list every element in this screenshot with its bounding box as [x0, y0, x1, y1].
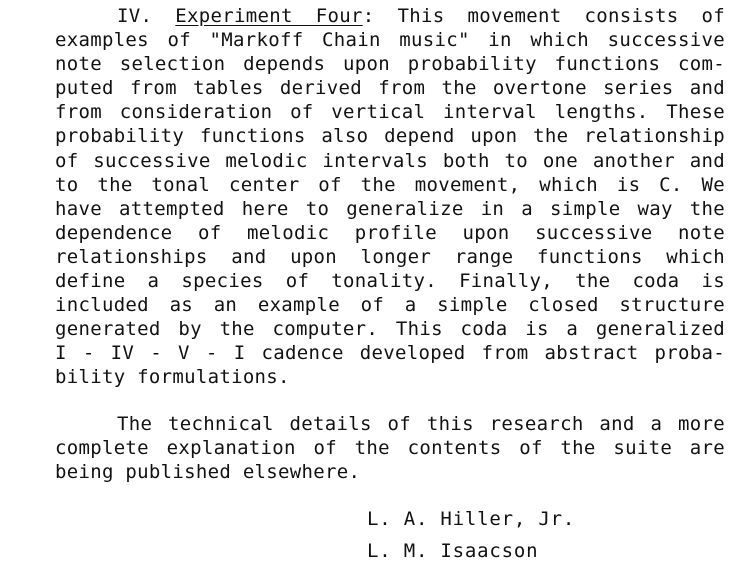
closing-line: The technical details of this research and a more	[117, 413, 725, 435]
paragraph-line: of successive melodic intervals both to one another and	[55, 149, 725, 172]
paragraph-first-line	[55, 4, 725, 28]
section-numeral: IV.	[117, 5, 153, 27]
paragraph-line: to the tonal center of the movement, which is C. We	[55, 173, 725, 196]
section-title-colon: :	[362, 5, 375, 27]
closing-line: being published elsewhere.	[55, 461, 361, 484]
experiment-four-paragraph	[55, 4, 725, 390]
author-signature: L. A. Hiller, Jr.	[367, 508, 576, 530]
paragraph-line: generated by the computer. This coda is a generalized	[55, 318, 725, 341]
paragraph-line: puted from tables derived from the overtone series and	[55, 77, 725, 100]
paragraph-line: I - IV - V - I cadence developed from abstract proba-	[55, 342, 725, 365]
section-title: Experiment Four	[175, 5, 363, 27]
paragraph-line: bility formulations.	[55, 366, 290, 389]
paragraph-line: note selection depends upon probability functions com-	[55, 53, 725, 76]
paragraph-line: dependence of melodic profile upon successive note	[55, 221, 725, 244]
paragraph-line: define a species of tonality. Finally, the coda is	[55, 270, 725, 293]
paragraph-line: relationships and upon longer range functions which	[55, 245, 725, 268]
paragraph-line: examples of "Markoff Chain music" in which successive	[55, 29, 725, 52]
paragraph-line: probability functions also depend upon the relationship	[55, 125, 725, 148]
author-signature: L. M. Isaacson	[367, 540, 539, 562]
closing-paragraph	[55, 412, 725, 484]
paragraph-line: have attempted here to generalize in a simple way the	[55, 197, 725, 220]
paragraph-line: included as an example of a simple closed structure	[55, 294, 725, 317]
closing-line: complete explanation of the contents of the suite are	[55, 437, 725, 460]
first-line-text: This movement consists of	[374, 5, 725, 27]
paragraph-line: from consideration of vertical interval lengths. These	[55, 101, 725, 124]
